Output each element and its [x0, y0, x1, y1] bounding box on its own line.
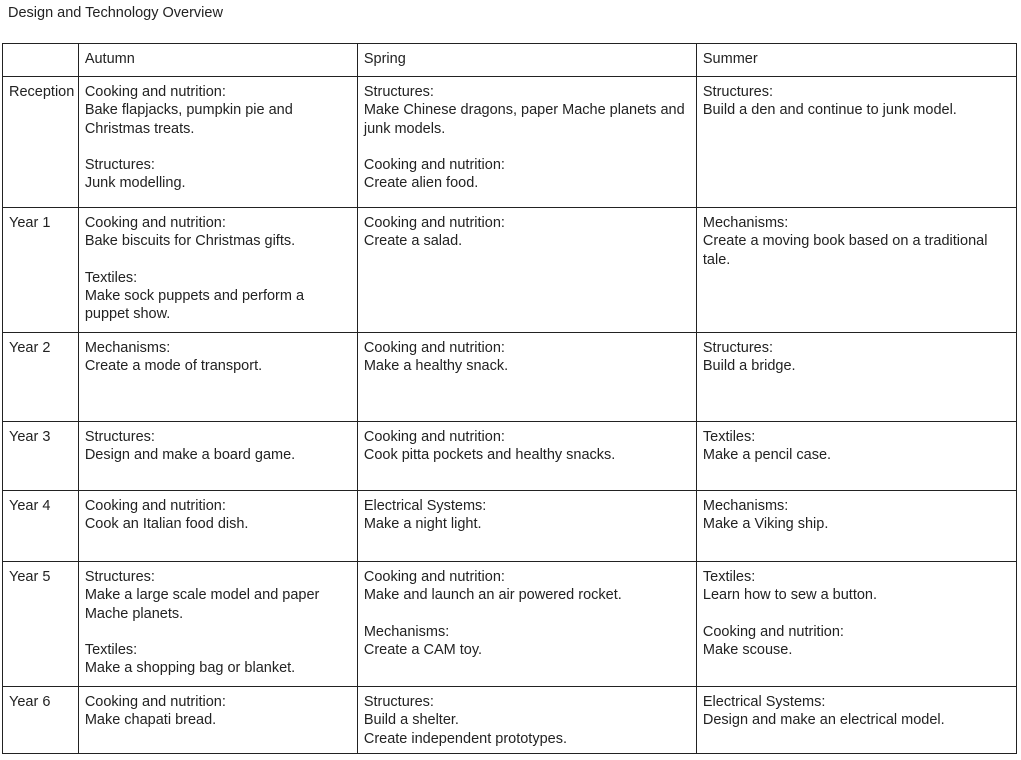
topic-entry	[703, 339, 1010, 376]
topic-label: Cooking and nutrition:	[363, 429, 505, 445]
table-row	[3, 562, 1017, 687]
term-cell-summer	[696, 687, 1016, 754]
activity-text: Make scouse.	[702, 642, 793, 659]
topic-entry	[364, 428, 690, 465]
term-cell-summer	[696, 208, 1016, 333]
term-cell-spring	[357, 562, 696, 687]
topic-label: Structures:	[702, 84, 773, 100]
table-row	[3, 208, 1017, 333]
header-row	[3, 44, 1017, 77]
year-cell: Year 6	[3, 687, 79, 754]
table-body	[3, 44, 1017, 754]
activity-text: Cook an Italian food dish.	[84, 516, 249, 533]
year-cell: Year 1	[3, 208, 79, 333]
activity-text: Make chapati bread.	[84, 712, 217, 729]
term-cell-autumn	[78, 491, 357, 562]
topic-label: Textiles:	[84, 642, 138, 659]
topic-entry	[703, 568, 1010, 605]
year-cell: Year 5	[3, 562, 79, 687]
topic-label: Mechanisms:	[84, 340, 171, 356]
topic-entry	[85, 214, 351, 251]
term-cell-spring	[357, 208, 696, 333]
activity-text: Junk modelling.	[84, 175, 186, 192]
topic-label: Textiles:	[84, 269, 138, 286]
topic-entry	[85, 428, 351, 465]
activity-text: Make a healthy snack.	[363, 358, 509, 375]
term-cell-spring	[357, 687, 696, 754]
topic-entry	[364, 497, 690, 534]
topic-label: Cooking and nutrition:	[363, 215, 505, 231]
topic-entry	[364, 623, 690, 660]
activity-text: Make a night light.	[363, 516, 482, 533]
term-cell-spring	[357, 77, 696, 208]
topic-entry	[85, 693, 351, 730]
topic-entry	[703, 693, 1010, 730]
topic-entry	[703, 623, 1010, 660]
activity-text: Make a pencil case.	[702, 447, 832, 464]
overview-table	[2, 43, 1017, 754]
topic-label: Structures:	[84, 429, 155, 445]
topic-entry	[85, 568, 351, 623]
activity-text: Create a salad.	[363, 233, 463, 250]
activity-text: Design and make a board game.	[84, 447, 296, 464]
term-cell-summer	[696, 491, 1016, 562]
activity-text: Build a shelter.	[363, 712, 459, 729]
page-title: Design and Technology Overview	[8, 5, 223, 21]
topic-entry	[364, 693, 690, 748]
topic-label: Cooking and nutrition:	[363, 340, 505, 356]
topic-entry	[364, 156, 690, 193]
activity-text: Learn how to sew a button.	[702, 587, 878, 604]
term-cell-autumn	[78, 562, 357, 687]
activity-text: Create alien food.	[363, 175, 479, 192]
header-cell-spring: Spring	[357, 44, 696, 77]
table-row	[3, 687, 1017, 754]
topic-label: Cooking and nutrition:	[363, 569, 505, 585]
activity-text: Make a large scale model and paper Mache planets.	[84, 587, 320, 622]
topic-entry	[85, 497, 351, 534]
activity-text: Create a mode of transport.	[84, 358, 263, 375]
activity-text: Bake biscuits for Christmas gifts.	[84, 233, 296, 250]
topic-label: Mechanisms:	[702, 498, 789, 514]
activity-text: Make and launch an air powered rocket.	[363, 587, 622, 604]
topic-entry	[364, 568, 690, 605]
activity-text: Cook pitta pockets and healthy snacks.	[363, 447, 616, 464]
term-cell-summer	[696, 422, 1016, 491]
term-cell-spring	[357, 333, 696, 422]
topic-entry	[85, 269, 351, 324]
topic-entry	[364, 214, 690, 251]
topic-entry	[85, 641, 351, 678]
topic-label: Textiles:	[702, 569, 756, 585]
topic-entry	[364, 339, 690, 376]
activity-text: Make a Viking ship.	[702, 516, 829, 533]
term-cell-summer	[696, 562, 1016, 687]
topic-label: Structures:	[84, 569, 155, 585]
activity-text: Make Chinese dragons, paper Mache planets and junk models.	[363, 102, 685, 137]
term-cell-autumn	[78, 687, 357, 754]
topic-entry	[85, 83, 351, 138]
topic-label: Electrical Systems:	[363, 498, 487, 514]
year-cell: Year 3	[3, 422, 79, 491]
topic-label: Structures:	[84, 157, 155, 174]
activity-text: Create independent prototypes.	[363, 730, 567, 747]
activity-text: Create a CAM toy.	[363, 642, 483, 659]
topic-label: Cooking and nutrition:	[84, 84, 226, 100]
term-cell-autumn	[78, 422, 357, 491]
table-row	[3, 491, 1017, 562]
header-cell-corner	[3, 44, 79, 77]
topic-entry	[85, 156, 351, 193]
topic-entry	[703, 428, 1010, 465]
term-cell-spring	[357, 422, 696, 491]
topic-entry	[703, 214, 1010, 269]
topic-entry	[703, 497, 1010, 534]
activity-text: Bake flapjacks, pumpkin pie and Christmas treats.	[84, 102, 293, 137]
topic-entry	[703, 83, 1010, 120]
term-cell-summer	[696, 77, 1016, 208]
term-cell-autumn	[78, 333, 357, 422]
topic-label: Structures:	[363, 694, 434, 710]
activity-text: Create a moving book based on a traditional tale.	[702, 233, 988, 268]
header-cell-autumn: Autumn	[78, 44, 357, 77]
activity-text: Build a den and continue to junk model.	[702, 102, 957, 119]
topic-label: Cooking and nutrition:	[84, 694, 226, 710]
topic-label: Cooking and nutrition:	[363, 157, 505, 174]
year-cell: Year 2	[3, 333, 79, 422]
activity-text: Make a shopping bag or blanket.	[84, 660, 296, 677]
term-cell-autumn	[78, 77, 357, 208]
topic-label: Textiles:	[702, 429, 756, 445]
table-row	[3, 77, 1017, 208]
activity-text: Design and make an electrical model.	[702, 712, 945, 729]
topic-label: Mechanisms:	[363, 623, 450, 640]
topic-entry	[85, 339, 351, 376]
topic-label: Cooking and nutrition:	[702, 623, 844, 640]
topic-label: Electrical Systems:	[702, 694, 826, 710]
year-cell: Reception	[3, 77, 79, 208]
year-cell: Year 4	[3, 491, 79, 562]
topic-label: Structures:	[363, 84, 434, 100]
topic-label: Cooking and nutrition:	[84, 215, 226, 231]
header-cell-summer: Summer	[696, 44, 1016, 77]
term-cell-autumn	[78, 208, 357, 333]
activity-text: Make sock puppets and perform a puppet show.	[84, 288, 305, 323]
topic-label: Structures:	[702, 340, 773, 356]
topic-label: Mechanisms:	[702, 215, 789, 231]
topic-label: Cooking and nutrition:	[84, 498, 226, 514]
term-cell-spring	[357, 491, 696, 562]
table-row	[3, 333, 1017, 422]
table-row	[3, 422, 1017, 491]
activity-text: Build a bridge.	[702, 358, 796, 375]
term-cell-summer	[696, 333, 1016, 422]
topic-entry	[364, 83, 690, 138]
